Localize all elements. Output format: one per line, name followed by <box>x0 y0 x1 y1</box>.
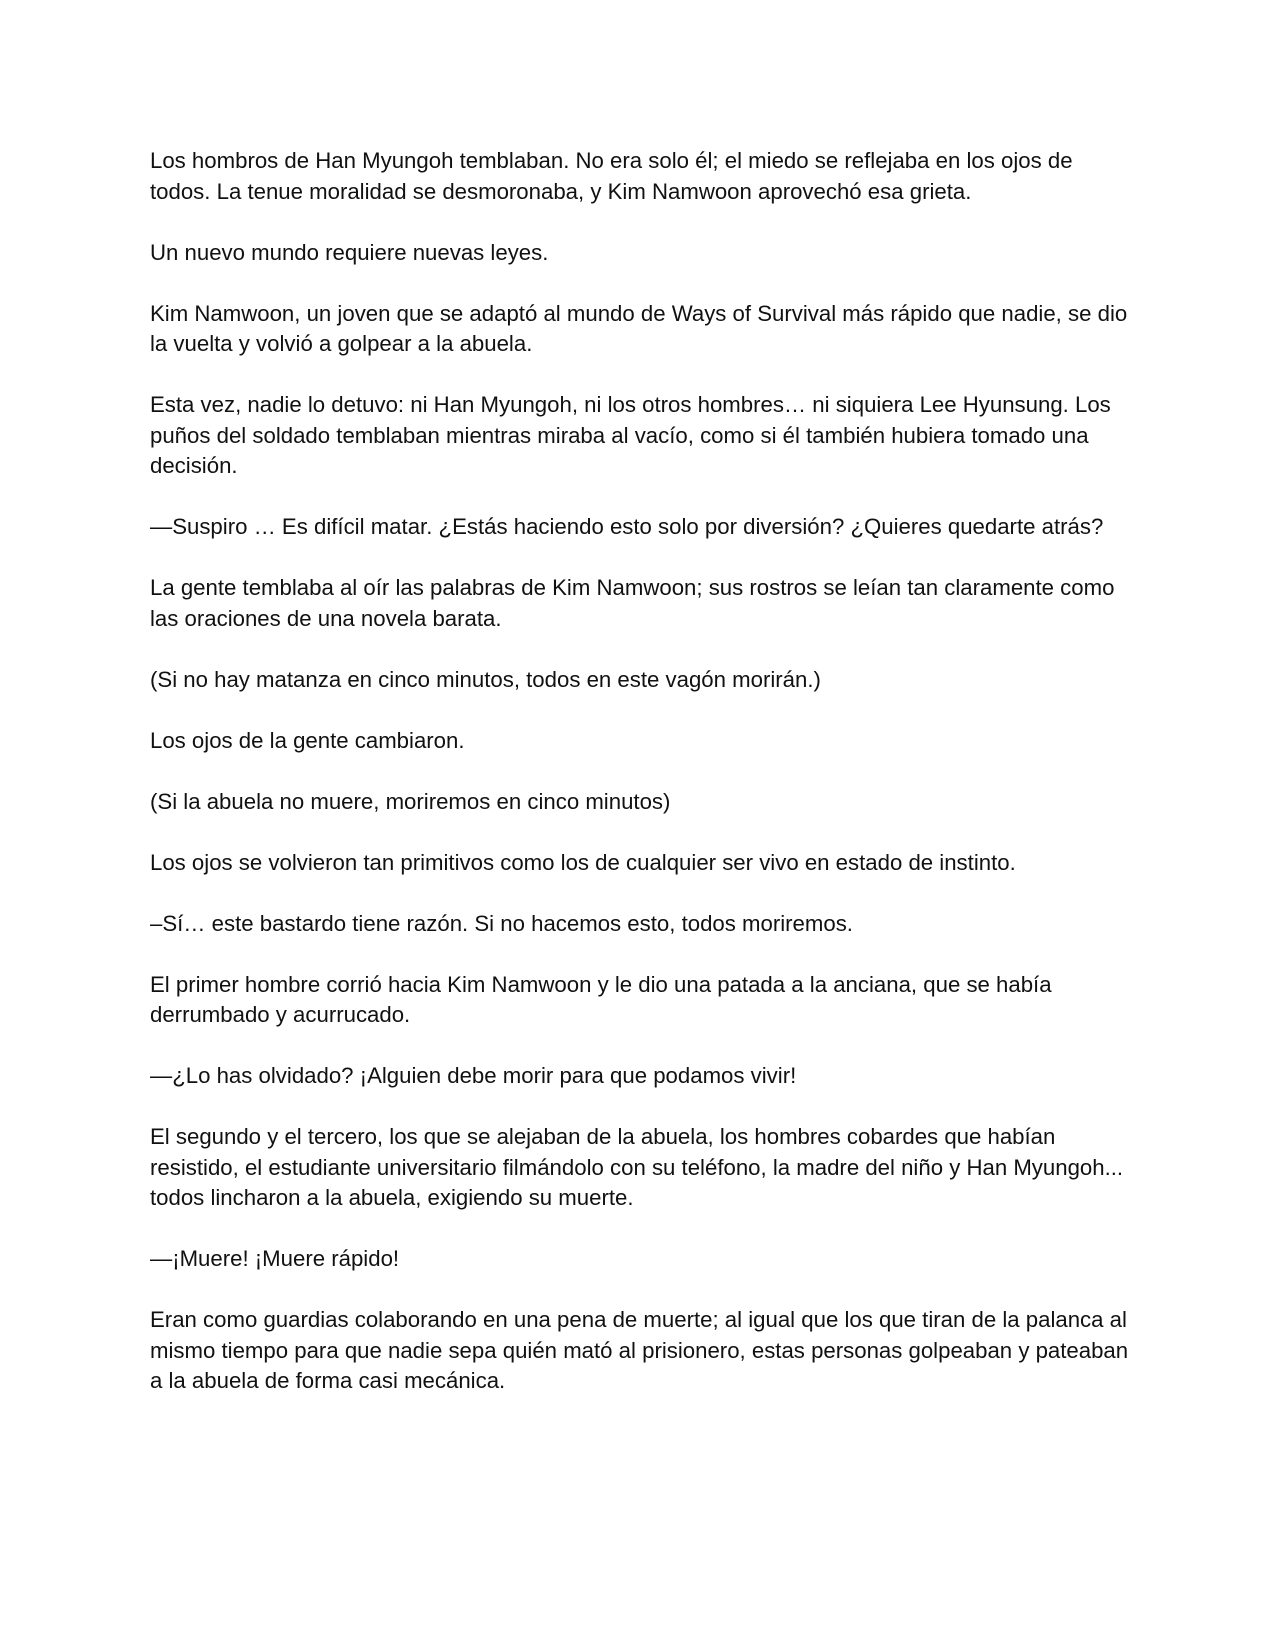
paragraph: –Sí… este bastardo tiene razón. Si no hacemos esto, todos moriremos. <box>150 910 853 936</box>
paragraph: La gente temblaba al oír las palabras de Kim Namwoon; sus rostros se leían tan claramente como las oraciones de una novela barata. <box>150 575 1115 631</box>
paragraph: Esta vez, nadie lo detuvo: ni Han Myungoh, ni los otros hombres… ni siquiera Lee Hyunsung. Los puños del soldado temblaban mientras miraba al vacío, como si él también hubiera tomado una decisión. <box>150 392 1111 478</box>
paragraph: (Si no hay matanza en cinco minutos, todos en este vagón morirán.) <box>150 666 821 692</box>
paragraph: El primer hombre corrió hacia Kim Namwoon y le dio una patada a la anciana, que se había derrumbado y acurrucado. <box>150 971 1052 1027</box>
paragraph: Los ojos de la gente cambiaron. <box>150 727 465 753</box>
paragraph: Un nuevo mundo requiere nuevas leyes. <box>150 239 549 265</box>
paragraph: Los hombros de Han Myungoh temblaban. No era solo él; el miedo se reflejaba en los ojos de todos. La tenue moralidad se desmoronaba, y Kim Namwoon aprovechó esa grieta. <box>150 148 1073 204</box>
paragraph: Eran como guardias colaborando en una pena de muerte; al igual que los que tiran de la palanca al mismo tiempo para que nadie sepa quién mató al prisionero, estas personas golpeaban y pateaban a la abuela de forma casi mecánica. <box>150 1307 1129 1393</box>
paragraph: —¡Muere! ¡Muere rápido! <box>150 1246 400 1271</box>
paragraph: El segundo y el tercero, los que se alejaban de la abuela, los hombres cobardes que habían resistido, el estudiante universitario filmándolo con su teléfono, la madre del niño y Han Myungoh... todos lincharon a la abuela, exigiendo su muerte. <box>150 1124 1124 1210</box>
paragraph: (Si la abuela no muere, moriremos en cinco minutos) <box>150 788 671 814</box>
paragraph: —¿Lo has olvidado? ¡Alguien debe morir para que podamos vivir! <box>150 1063 797 1088</box>
paragraph: Los ojos se volvieron tan primitivos como los de cualquier ser vivo en estado de instinto. <box>150 849 1016 875</box>
paragraph: Kim Namwoon, un joven que se adaptó al mundo de Ways of Survival más rápido que nadie, se dio la vuelta y volvió a golpear a la abuela. <box>150 300 1128 356</box>
paragraph: —Suspiro … Es difícil matar. ¿Estás haciendo esto solo por diversión? ¿Quieres quedarte atrás? <box>150 514 1104 539</box>
document-body <box>150 146 1130 1397</box>
